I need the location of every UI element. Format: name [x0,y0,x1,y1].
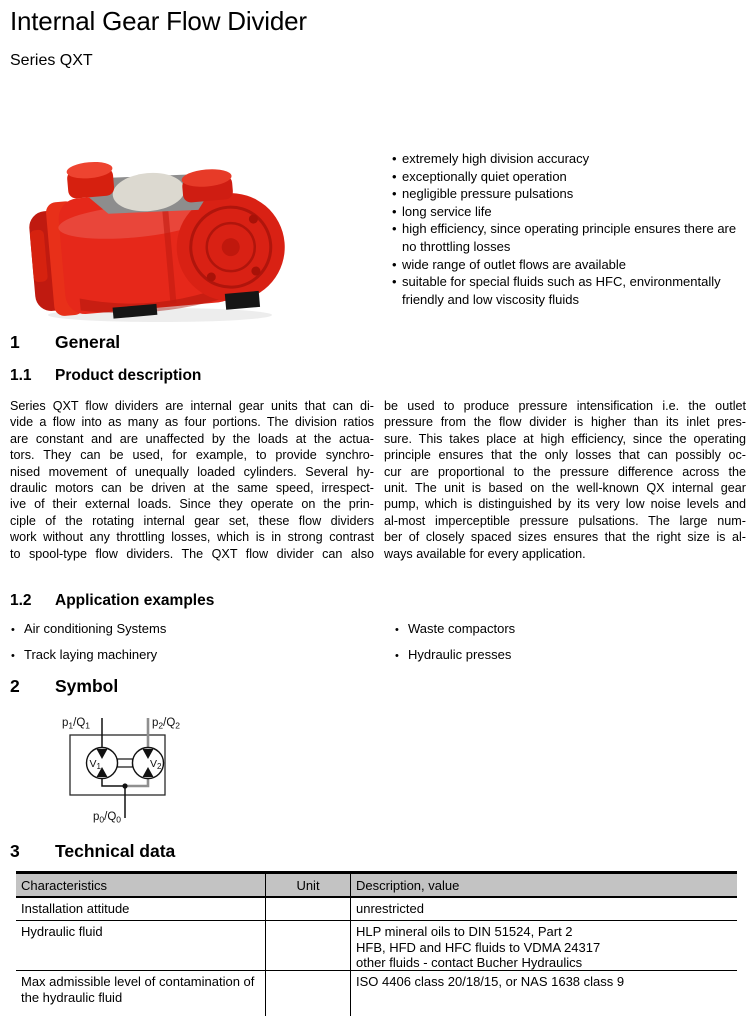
section-title: General [55,332,121,352]
cell-unit [265,971,350,1016]
table-body [16,898,737,1016]
section-heading-symbol [10,676,118,697]
product-description-col-left [10,398,374,562]
junction-dot [122,783,127,788]
application-examples-left [11,621,331,673]
cell-description [350,921,737,970]
text-line: unit. The unit is based on the well-known QX internal gear [384,481,746,496]
feature-item [392,220,744,255]
section-title: Application examples [55,592,215,609]
section-number: 3 [10,841,20,861]
application-item [395,647,715,664]
section-title: Technical data [55,841,176,861]
application-item [395,621,715,638]
feature-text: high efficiency, since operating principle ensures there are no throttling losses [402,221,737,254]
application-text: Waste compactors [408,621,516,636]
text-line: vide a flow into as many as four portions. The division ratios [10,415,374,430]
cell-line: HLP mineral oils to DIN 51524, Part 2 [356,924,573,939]
label-v2: V2 [150,758,162,771]
section-heading-product-description [10,367,201,385]
bullet-icon: • [395,624,399,636]
text-line: ber of closely spaced sizes ensures that the right size is al- [384,530,746,545]
feature-text: long service life [402,203,492,219]
section-number: 1.1 [10,367,32,384]
header-cell-description: Description, value [350,874,737,896]
bullet-icon: • [392,274,397,290]
text-line: ive of their external loads. Since they operate on the prin- [10,497,374,512]
label-p0q0: $p_0/Q_0$ [92,811,121,825]
label-p2q2: $p_2/Q_2$ [152,717,181,731]
cell-line: Hydraulic fluid [21,924,103,939]
drain-line-right [125,779,148,787]
table-row [16,971,737,1016]
section-title: Symbol [55,676,119,696]
text-line: nised movement of unequally loaded cylinders. Several hy- [10,464,374,479]
table-header-row [16,874,737,898]
cell-line: other fluids - contact Bucher Hydraulics [356,955,583,970]
bullet-icon: • [392,256,397,272]
feature-text: extremely high division accuracy [402,151,590,166]
cell-unit [265,921,350,970]
drain-line-left [102,779,125,787]
application-examples-right [395,621,715,673]
text-line: draulic motors can be driven at the same speed, irrespect- [10,481,374,496]
feature-item [392,203,744,221]
cell-line: Installation attitude [21,901,130,916]
cell-description [350,898,737,920]
bullet-icon: • [11,624,15,636]
section-number: 2 [10,676,20,696]
bullet-icon: • [392,168,397,184]
bullet-icon: • [392,221,397,237]
text-line: al-most imperceptible pressure pulsations. The large num- [384,513,746,528]
page-subtitle: Series QXT [10,52,93,69]
text-line: to spool-type flow dividers. The QXT flow divider can also [10,546,374,561]
text-line: pump, which is distinguished by its very low noise levels and [384,497,746,512]
section-number: 1 [10,332,20,352]
section-title: Product description [55,367,202,384]
cell-unit [265,898,350,920]
text-line: ways available for every application. [384,546,586,561]
application-item [11,647,331,664]
bullet-icon: • [11,650,15,662]
bullet-icon: • [392,151,397,166]
feature-text: exceptionally quiet operation [402,168,567,184]
cell-line: the hydraulic fluid [21,989,123,1005]
cell-characteristic [16,898,265,920]
bullet-icon: • [395,650,399,662]
cell-description [350,971,737,1016]
product-description-col-right [384,398,746,562]
text-line: principle ensures that the only losses that can possibly oc- [384,448,746,463]
section-heading-application-examples [10,592,214,610]
label-v1: V1 [89,758,101,771]
bullet-icon: • [392,186,397,202]
product-photo [15,142,290,327]
feature-item [392,168,744,186]
application-item [11,621,331,638]
technical-data-table [16,871,737,1013]
feature-item [392,256,744,274]
text-line: pressure from the flow divider is higher than its inlet pres- [384,415,746,430]
feature-item [392,273,744,308]
table-row [16,921,737,971]
pump-body-group [24,146,290,326]
text-line: work without any throttling losses, which is in strong contrast [10,530,374,545]
header-cell-unit: Unit [265,874,350,896]
application-text: Air conditioning Systems [24,621,167,636]
feature-text: negligible pressure pulsations [402,186,574,202]
features-list [392,150,744,308]
cell-characteristic [16,921,265,970]
feature-item [392,150,744,168]
text-line: ciple of the rotating internal gear set, these flow dividers [10,513,374,528]
cell-line: ISO 4406 class 20/18/15, or NAS 1638 class 9 [356,974,625,989]
application-text: Hydraulic presses [408,647,512,662]
text-line: sure. This takes place at high efficiency, since the operating [384,431,746,446]
text-line: be used to produce pressure intensification i.e. the outlet [384,399,746,413]
feature-text: suitable for special fluids such as HFC, environmentally friendly and low viscosity fluids [402,274,721,307]
section-heading-general [10,332,120,353]
table-row [16,898,737,921]
text-line: Series QXT flow dividers are internal gear units that can di- [10,399,374,413]
page-title: Internal Gear Flow Divider [10,6,307,36]
section-number: 1.2 [10,592,32,609]
feature-item [392,185,744,203]
text-line: cur are proportional to the pressure difference across the [384,464,746,479]
bullet-icon: • [392,203,397,219]
label-p1q1: $p_1/Q_1$ [62,717,91,731]
text-line: tors. They can be used, for example, to provide synchro- [10,448,374,463]
cell-line: Max admissible level of contamination of [21,974,255,989]
cell-line: unrestricted [356,901,424,916]
feature-text: wide range of outlet flows are available [402,256,627,272]
text-line: are constant and are unaffected by the loads at the actua- [10,431,374,446]
cell-line: HFB, HFD and HFC fluids to VDMA 24317 [356,939,601,955]
shaft-coupling [118,759,133,767]
section-heading-technical-data [10,841,175,862]
flow-divider-symbol-diagram [55,710,205,828]
header-cell-characteristics: Characteristics [21,878,107,893]
application-text: Track laying machinery [24,647,158,662]
pump-foot [225,291,260,310]
cell-characteristic [16,971,265,1016]
